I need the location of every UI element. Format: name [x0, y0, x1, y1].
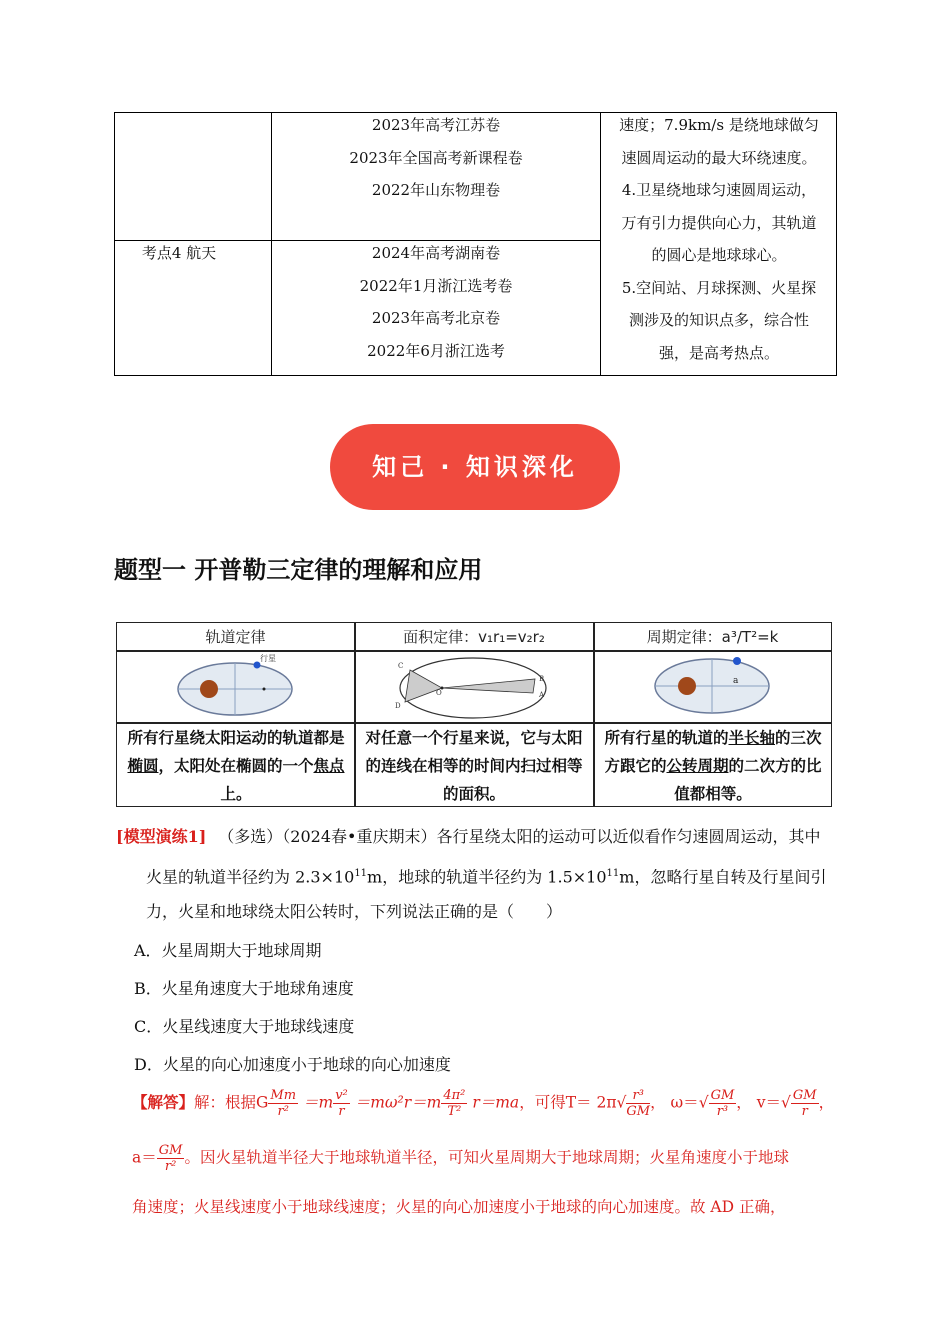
option-c: C．火星线速度大于地球线速度: [134, 1017, 355, 1036]
area-law-figure: [355, 652, 592, 722]
area-law-description: 对任意一个行星来说，它与太阳的连线在相等的时间内扫过相等的面积。: [365, 729, 583, 803]
exam-item: 2024年高考湖南卷: [371, 244, 501, 262]
exam-item: 2022年山东物理卷: [371, 181, 501, 199]
section-heading: 题型一 开普勒三定律的理解和应用: [114, 556, 483, 584]
note-line: 的圆心是地球球心。: [651, 246, 787, 264]
exam-item: 2023年全国高考新课程卷: [349, 148, 523, 167]
exercise-tag: [模型演练1]: [116, 827, 207, 846]
exam-item: 2023年高考江苏卷: [371, 116, 501, 134]
option-d: D．火星的向心加速度小于地球的向心加速度: [134, 1055, 451, 1074]
exam-item: 2023年高考北京卷: [371, 309, 501, 327]
exam-list-1: [272, 109, 600, 207]
point-b: B: [539, 675, 545, 683]
note-line: 4.卫星绕地球匀速圆周运动，: [621, 181, 817, 199]
reference-table: [114, 112, 837, 376]
point-o: O: [436, 689, 442, 697]
solution-line-1: 【解答】解：根据G $\frac{Mm}{\text{r²}}$ ＝m $\frac{\text{v²}}{r}$ ＝mω²r＝m $\frac{\text{4π²}}{\text{T²}}$ r＝ma，可得T＝ 2π√ $\frac{\text{r³}}{GM}$ ， ω＝√ $\frac{GM}{\text{r³}}$ ， v＝√ $\frac{GM}{r}$ ，: [132, 1088, 835, 1119]
period-law-description: 所有行星的轨道的半长轴的三次方跟它的公转周期的二次方的比值都相等。: [604, 729, 822, 803]
solution-tag: 【解答】: [132, 1092, 195, 1112]
solution-line-3: 角速度；火星线速度小于地球线速度；火星的向心加速度小于地球的向心加速度。故 AD 正确，: [132, 1198, 786, 1216]
option-b: B．火星角速度大于地球角速度: [134, 979, 354, 998]
note-line: 万有引力提供向心力，其轨道: [621, 213, 817, 232]
section-banner: 知己 · 知识深化: [330, 424, 620, 510]
exam-list-2: [272, 237, 600, 367]
semi-axis-label: a: [733, 676, 739, 686]
sun-icon: [678, 677, 696, 695]
header-orbit-law: 轨道定律: [205, 628, 266, 646]
sun-icon: [200, 680, 218, 698]
exercise-line-3: 力，火星和地球绕太阳公转时，下列说法正确的是（ ）: [146, 902, 563, 921]
topic-label: 考点4 航天: [141, 244, 217, 262]
kepler-laws-table: [116, 622, 832, 807]
exam-item: 2022年1月浙江选考卷: [359, 276, 513, 295]
header-period-law: 周期定律：a³/T²=k: [646, 628, 779, 646]
point-d: D: [395, 702, 401, 710]
orbit-law-figure: [117, 652, 354, 722]
orbit-law-description: 所有行星绕太阳运动的轨道都是椭圆，太阳处在椭圆的一个焦点上。: [127, 729, 345, 803]
point-c: C: [398, 662, 404, 670]
header-area-law: 面积定律：v₁r₁=v₂r₂: [403, 628, 545, 646]
note-line: 速圆周运动的最大环绕速度。: [621, 148, 817, 167]
note-line: 强，是高考热点。: [658, 343, 779, 362]
note-line: 5.空间站、月球探测、火星探: [621, 278, 817, 297]
period-law-figure: [594, 652, 831, 722]
exercise-line-2: 火星的轨道半径约为 $2.3\times 10^{11}m$，地球的轨道半径约为 $1.5\times 10^{11}m$，忽略行星自转及行星间引: [146, 867, 827, 887]
note-line: 速度；7.9km/s 是绕地球做匀: [619, 116, 819, 134]
planet-label: 行星: [260, 654, 276, 663]
option-a: A．火星周期大于地球周期: [134, 941, 322, 960]
note-line: 测涉及的知识点多，综合性: [628, 311, 809, 329]
point-a: A: [539, 691, 545, 699]
solution-line-2: a＝ $\frac{GM}{\text{r²}}$ 。因火星轨道半径大于地球轨道半径，可知火星周期大于地球周期；火星角速度小于地球: [132, 1143, 789, 1174]
planet-icon: [733, 657, 741, 665]
exam-item: 2022年6月浙江选考: [367, 341, 505, 360]
exercise-line-1: [模型演练1] （多选）（2024春•重庆期末）各行星绕太阳的运动可以近似看作匀速圆周运动，其中: [116, 827, 821, 846]
notes-cell: [601, 109, 837, 369]
